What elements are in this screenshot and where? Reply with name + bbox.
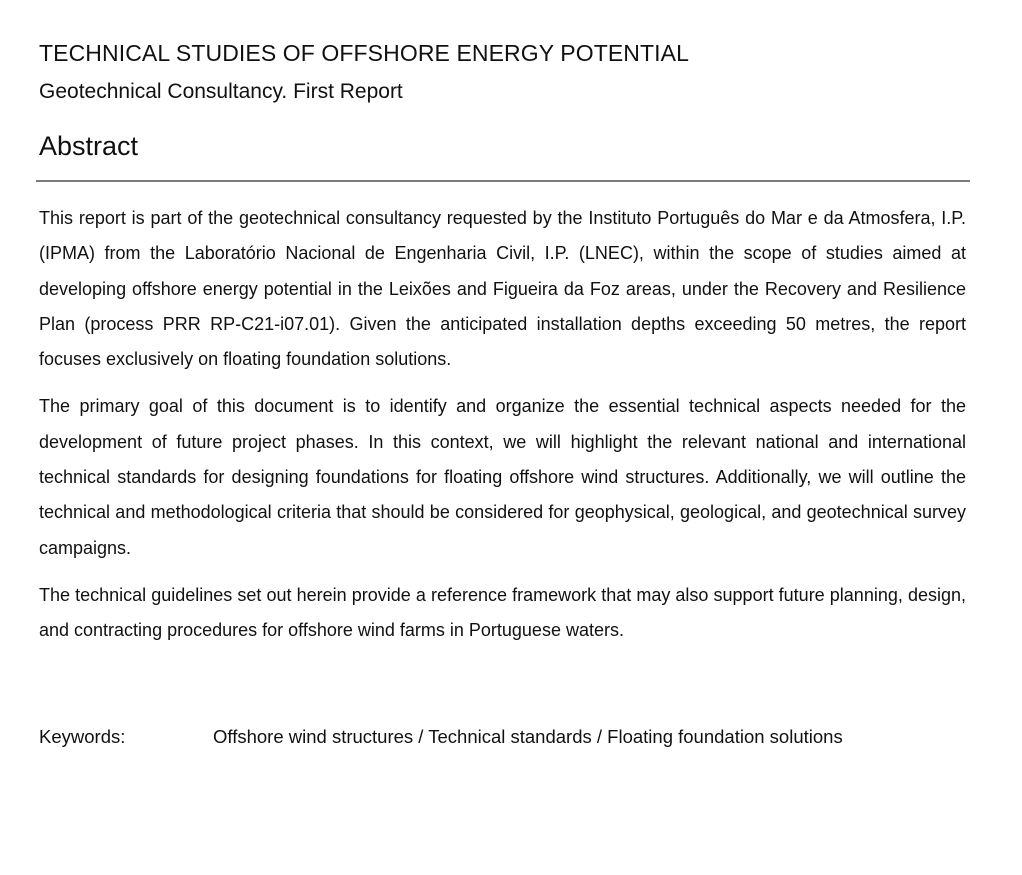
document-subtitle: Geotechnical Consultancy. First Report: [39, 80, 403, 103]
abstract-paragraph: The primary goal of this document is to identify and organize the essential technical aspects needed for the development of future project phases. In this context, we will highlight the relevant national and international technical standards for designing foundations for floating offshore wind structures. Additionally, we will outline the technical and methodological criteria that should be considered for geophysical, geological, and geotechnical survey campaigns.: [39, 396, 966, 558]
keywords-label: Keywords:: [39, 726, 126, 747]
keywords-value: Offshore wind structures / Technical standards / Floating foundation solutions: [213, 726, 843, 747]
heading-divider: [36, 180, 970, 182]
abstract-body: [39, 201, 966, 661]
abstract-paragraph: This report is part of the geotechnical consultancy requested by the Instituto Português do Mar e da Atmosfera, I.P. (IPMA) from the Laboratório Nacional de Engenharia Civil, I.P. (LNEC), within the scope of studies aimed at developing offshore energy potential in the Leixões and Figueira da Foz areas, under the Recovery and Resilience Plan (process PRR RP-C21-i07.01). Given the anticipated installation depths exceeding 50 metres, the report focuses exclusively on floating foundation solutions.: [39, 208, 966, 370]
keywords-line: [39, 724, 843, 750]
abstract-heading: Abstract: [39, 131, 139, 161]
abstract-paragraph: The technical guidelines set out herein provide a reference framework that may also support future planning, design, and contracting procedures for offshore wind farms in Portuguese waters.: [39, 584, 966, 641]
document-title: TECHNICAL STUDIES OF OFFSHORE ENERGY POTENTIAL: [39, 40, 689, 66]
